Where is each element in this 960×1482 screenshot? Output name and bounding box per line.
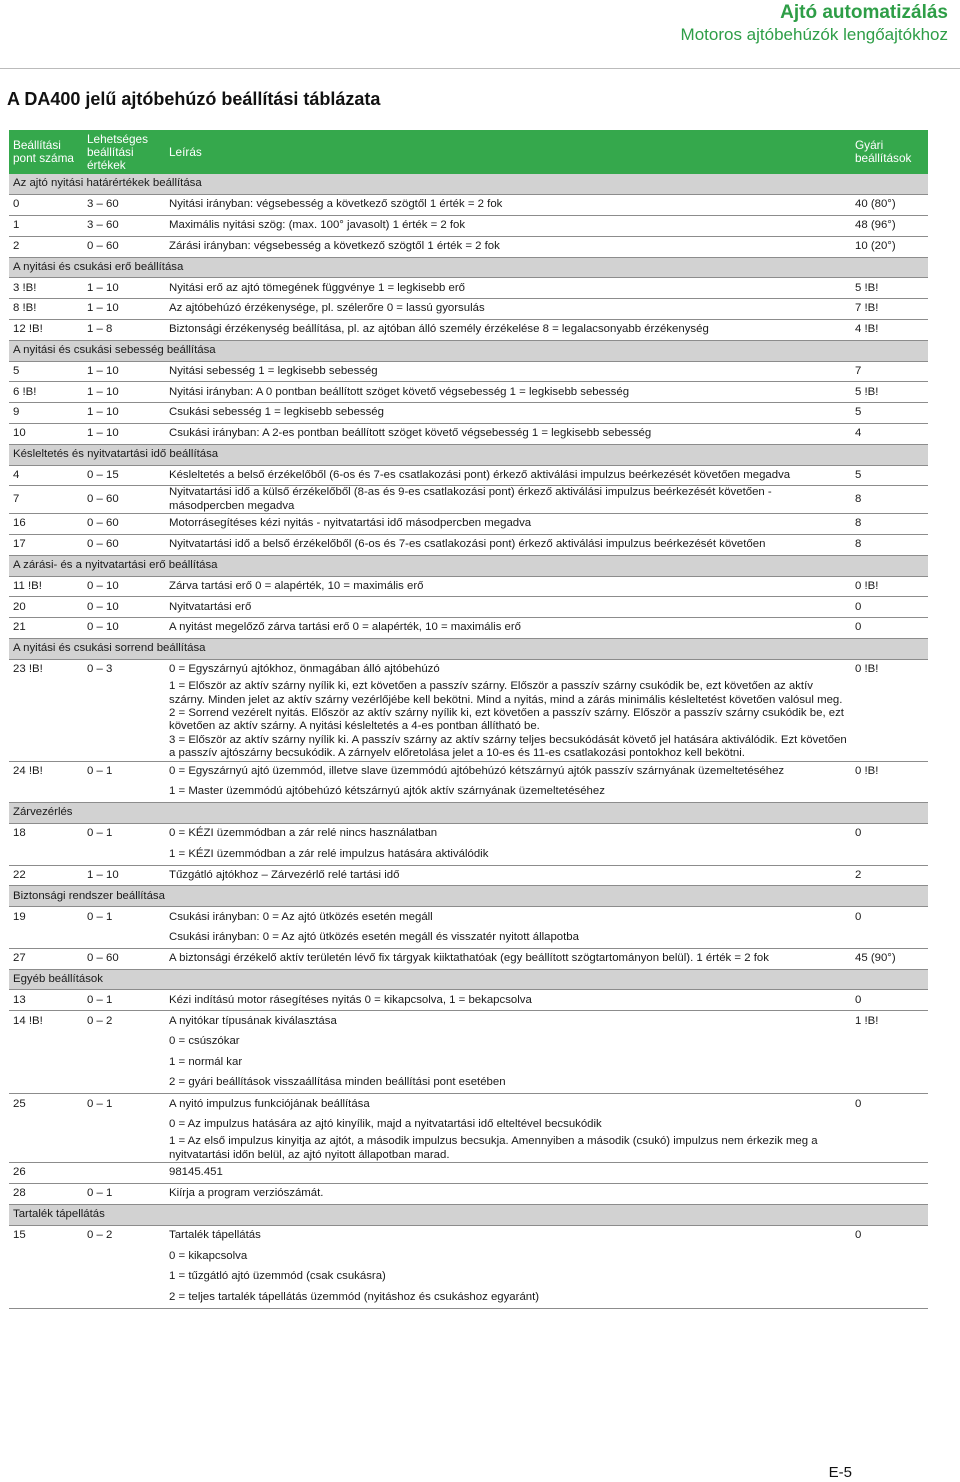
table-subrow <box>9 1073 928 1094</box>
cell-values <box>83 1163 165 1184</box>
cell-description: Csukási irányban: 0 = Az ajtó ütközés esetén megáll <box>169 910 433 923</box>
cell-values: 1 – 10 <box>83 403 165 424</box>
table-row <box>9 823 928 844</box>
cell-point-number: 10 <box>9 424 83 445</box>
cell-empty <box>9 1115 83 1136</box>
cell-description: Csukási sebesség 1 = legkisebb sebesség <box>165 403 851 424</box>
table-row <box>9 659 928 680</box>
cell-default <box>851 1184 928 1205</box>
cell-description: Maximális nyitási szög: (max. 100° javasolt) 1 érték = 2 fok <box>165 216 851 237</box>
cell-description-option: 0 = kikapcsolva <box>169 1249 248 1262</box>
section-title: Zárvezérlés <box>9 803 928 824</box>
cell-values: 0 – 15 <box>83 465 165 486</box>
cell-description: A nyitó impulzus funkciójának beállítása <box>169 1097 370 1110</box>
cell-values: 0 – 60 <box>83 948 165 969</box>
cell-point-number: 1 <box>9 216 83 237</box>
cell-description: Biztonsági érzékenység beállítása, pl. az ajtóban álló személy érzékelése 8 = legalacsonyabb érzékenység <box>165 320 851 341</box>
cell-default: 0 !B! <box>855 663 879 676</box>
cell-default: 7 !B! <box>851 299 928 320</box>
cell-values: 0 – 1 <box>87 910 113 923</box>
table-row <box>9 382 928 403</box>
cell-default: 2 <box>851 865 928 886</box>
cell-description: Nyitvatartási erő <box>165 597 851 618</box>
cell-empty <box>9 844 83 865</box>
cell-empty <box>9 1031 83 1052</box>
table-row <box>9 990 928 1011</box>
table-row <box>9 320 928 341</box>
cell-empty <box>83 1031 165 1052</box>
cell-point-number: 24 !B! <box>13 765 43 778</box>
cell-point-number: 21 <box>9 618 83 639</box>
cell-description: Motorrásegítéses kézi nyitás - nyitvatartási idő másodpercben megadva <box>165 514 851 535</box>
cell-values: 0 – 2 <box>87 1014 113 1027</box>
table-subrow <box>9 844 928 865</box>
cell-default: 10 (20°) <box>851 236 928 257</box>
cell-values: 1 – 10 <box>83 865 165 886</box>
page-header <box>681 2 948 45</box>
cell-default: 0 <box>851 990 928 1011</box>
cell-empty <box>851 1073 928 1094</box>
cell-default: 5 <box>851 465 928 486</box>
section-header-row <box>9 803 928 824</box>
cell-point-number: 2 <box>9 236 83 257</box>
cell-description-option: 2 = teljes tartalék tápellátás üzemmód (nyitáshoz és csukáshoz egyaránt) <box>165 1288 851 1309</box>
cell-default: 5 !B! <box>851 278 928 299</box>
table-row <box>9 299 928 320</box>
cell-point-number: 17 <box>9 535 83 556</box>
cell-values: 0 – 1 <box>87 1097 113 1110</box>
table-subrow <box>9 734 928 761</box>
section-title: A zárási- és a nyitvatartási erő beállítása <box>9 555 928 576</box>
cell-empty <box>851 1246 928 1267</box>
cell-point-number: 18 <box>13 827 26 840</box>
cell-empty <box>83 1267 165 1288</box>
cell-values: 0 – 60 <box>83 236 165 257</box>
cell-default: 8 <box>851 486 928 514</box>
table-row <box>9 1011 928 1032</box>
cell-description-option: 0 = csúszókar <box>169 1035 240 1048</box>
cell-point-number: 5 <box>9 361 83 382</box>
cell-empty <box>9 707 83 734</box>
cell-default <box>851 1163 928 1184</box>
header-subtitle: Motoros ajtóbehúzók lengőajtókhoz <box>680 25 948 44</box>
cell-values: 0 – 10 <box>83 597 165 618</box>
section-title: Biztonsági rendszer beállítása <box>9 886 928 907</box>
cell-description: Tűzgátló ajtókhoz – Zárvezérlő relé tartási idő <box>165 865 851 886</box>
cell-description: 0 = Egyszárnyú ajtó üzemmód, illetve slave üzemmódú ajtóbehúzó kétszárnyú ajtók passzív szárnyának üzemeltetéséhez <box>169 765 785 778</box>
cell-description: Nyitási irányban: A 0 pontban beállított szöget követő végsebesség 1 = legkisebb sebesség <box>165 382 851 403</box>
cell-empty <box>9 1052 83 1073</box>
section-header-row <box>9 555 928 576</box>
table-row <box>9 1163 928 1184</box>
table-body <box>9 174 928 1308</box>
cell-description: Nyitvatartási idő a külső érzékelőből (8-as és 9-es csatlakozási pont) érkező aktiválási impulzus beérkezését követően - másodpercben megadva <box>165 486 851 514</box>
section-title: Tartalék tápellátás <box>9 1204 928 1225</box>
cell-empty <box>83 1073 165 1094</box>
cell-values: 0 – 10 <box>83 576 165 597</box>
cell-empty <box>9 1135 83 1162</box>
cell-empty <box>83 1115 165 1136</box>
cell-point-number: 19 <box>13 910 26 923</box>
table-row <box>9 278 928 299</box>
cell-description: A nyitókar típusának kiválasztása <box>169 1014 337 1027</box>
section-title: A nyitási és csukási sebesség beállítása <box>9 340 928 361</box>
cell-default: 5 !B! <box>851 382 928 403</box>
cell-default: 48 (96°) <box>851 216 928 237</box>
cell-empty <box>83 782 165 803</box>
table-row <box>9 597 928 618</box>
cell-empty <box>83 1052 165 1073</box>
cell-point-number: 6 !B! <box>9 382 83 403</box>
cell-empty <box>83 680 165 707</box>
cell-empty <box>851 734 928 761</box>
table-row <box>9 216 928 237</box>
table-row <box>9 1225 928 1246</box>
cell-description: 0 = KÉZI üzemmódban a zár relé nincs használatban <box>169 827 438 840</box>
cell-description: Kézi indítású motor rásegítéses nyitás 0 = kikapcsolva, 1 = bekapcsolva <box>165 990 851 1011</box>
cell-default: 8 <box>851 514 928 535</box>
cell-empty <box>851 927 928 948</box>
table-subrow <box>9 1135 928 1162</box>
section-header-row <box>9 969 928 990</box>
cell-values: 1 – 10 <box>83 361 165 382</box>
cell-empty <box>83 1288 165 1309</box>
cell-description: 0 = Egyszárnyú ajtókhoz, önmagában álló ajtóbehúzó <box>169 663 440 676</box>
page-title: A DA400 jelű ajtóbehúzó beállítási táblázata <box>7 89 381 109</box>
cell-description-option: Csukási irányban: 0 = Az ajtó ütközés esetén megáll és visszatér nyitott állapotba <box>165 927 851 948</box>
cell-default: 1 !B! <box>855 1014 879 1027</box>
cell-point-number: 9 <box>9 403 83 424</box>
cell-point-number: 3 !B! <box>9 278 83 299</box>
cell-empty <box>83 1246 165 1267</box>
cell-description-option: 0 = Az impulzus hatására az ajtó kinyílik, majd a nyitvatartási idő elteltével becsukódik <box>169 1118 602 1131</box>
cell-description: Csukási irányban: A 2-es pontban beállított szöget követő végsebesség 1 = legkisebb sebesség <box>165 424 851 445</box>
cell-empty <box>83 734 165 761</box>
table-row <box>9 465 928 486</box>
cell-default: 0 <box>855 827 862 840</box>
cell-empty <box>851 1135 928 1162</box>
cell-description-option: 1 = KÉZI üzemmódban a zár relé impulzus hatására aktiválódik <box>165 844 851 865</box>
cell-empty <box>9 1288 83 1309</box>
table-row <box>9 195 928 216</box>
table-row <box>9 424 928 445</box>
table-row <box>9 403 928 424</box>
cell-empty <box>851 707 928 734</box>
section-title: Késleltetés és nyitvatartási idő beállítása <box>9 444 928 465</box>
header-point-number: Beállítási pont száma <box>9 130 83 174</box>
table-row <box>9 1094 928 1115</box>
table-row <box>9 618 928 639</box>
table-subrow <box>9 707 928 734</box>
cell-empty <box>851 782 928 803</box>
cell-description: Zárva tartási erő 0 = alapérték, 10 = maximális erő <box>165 576 851 597</box>
cell-point-number: 25 <box>13 1097 26 1110</box>
cell-point-number: 11 !B! <box>9 576 83 597</box>
cell-values: 0 – 1 <box>87 827 113 840</box>
cell-values: 3 – 60 <box>83 216 165 237</box>
cell-point-number: 27 <box>9 948 83 969</box>
cell-default: 7 <box>851 361 928 382</box>
table-row <box>9 907 928 928</box>
cell-values: 0 – 60 <box>83 514 165 535</box>
cell-description: Nyitvatartási idő a belső érzékelőből (6-os és 7-es csatlakozási pont) érkező aktiválási impulzus beérkezését követően <box>165 535 851 556</box>
cell-description-option: 1 = normál kar <box>169 1055 243 1068</box>
cell-description: Nyitási sebesség 1 = legkisebb sebesség <box>165 361 851 382</box>
header-description: Leírás <box>165 130 851 174</box>
cell-point-number: 7 <box>9 486 83 514</box>
cell-description: Nyitási irányban: végsebesség a következő szögtől 1 érték = 2 fok <box>165 195 851 216</box>
cell-empty <box>83 1135 165 1162</box>
section-header-row <box>9 886 928 907</box>
cell-empty <box>851 1052 928 1073</box>
section-header-row <box>9 174 928 195</box>
header-title: Ajtó automatizálás <box>780 2 948 23</box>
cell-values: 0 – 2 <box>87 1229 113 1242</box>
section-header-row <box>9 257 928 278</box>
cell-empty <box>851 1267 928 1288</box>
cell-empty <box>851 1288 928 1309</box>
cell-default: 0 <box>851 618 928 639</box>
cell-empty <box>9 734 83 761</box>
table-subrow <box>9 782 928 803</box>
cell-description: Késleltetés a belső érzékelőből (6-os és 7-es csatlakozási pont) érkező aktiválási impulzus beérkezését követően megadva <box>165 465 851 486</box>
cell-default: 0 !B! <box>855 765 879 778</box>
cell-point-number: 14 !B! <box>13 1014 43 1027</box>
cell-values: 1 – 10 <box>83 278 165 299</box>
cell-empty <box>83 707 165 734</box>
cell-values: 0 – 1 <box>87 765 113 778</box>
cell-description-option: 1 = Az első impulzus kinyitja az ajtót, a második impulzus becsukja. Amennyiben a második (csukó) impulzus nem érkezik meg a nyitvatartási időn belül, az ajtó nyitott állapotban marad. <box>165 1135 851 1162</box>
table-row <box>9 535 928 556</box>
cell-default: 5 <box>851 403 928 424</box>
cell-description-option: 1 = Először az aktív szárny nyílik ki, ezt követően a passzív szárny. Először a passzív szárny csukódik be, ezt követően az aktív szárny. Minden jelet az aktív szárny vezérlőjébe kell bekötni. Mind a nyitás, mind a zárás minimális késleltetést követően valósul meg. <box>169 680 843 706</box>
table-row <box>9 948 928 969</box>
table-row <box>9 1184 928 1205</box>
cell-empty <box>9 782 83 803</box>
header-factory-default: Gyári beállítások <box>851 130 928 174</box>
cell-values: 1 – 10 <box>83 299 165 320</box>
cell-point-number: 4 <box>9 465 83 486</box>
cell-description-option: 2 = Sorrend vezérelt nyitás. Először az aktív szárny nyílik ki, ezt követően a passzív szárny. Először a passzív szárny csukódik be, ezt követően az aktív szárny. A nyitási késleltetés a 4-es pontban állítható be. <box>169 706 844 733</box>
table-subrow <box>9 1115 928 1136</box>
cell-default: 45 (90°) <box>851 948 928 969</box>
table-row <box>9 514 928 535</box>
cell-empty <box>851 844 928 865</box>
cell-description-option: 3 = Először az aktív szárny nyílik ki. A passzív szárny az aktív szárny teljes becsukódását követő jel hatására aktiválódik. Ezt követően a passzív ajtószárny becsukódik. A zárnyelv előretolása jelet a 10-es és 11-es csatlakozási pontokhoz kell bekötni. <box>165 734 851 761</box>
cell-description: Az ajtóbehúzó érzékenysége, pl. szélerőre 0 = lassú gyorsulás <box>165 299 851 320</box>
cell-point-number: 12 !B! <box>9 320 83 341</box>
section-header-row <box>9 340 928 361</box>
cell-point-number: 20 <box>9 597 83 618</box>
cell-description: Nyitási erő az ajtó tömegének függvénye 1 = legkisebb erő <box>165 278 851 299</box>
cell-empty <box>9 680 83 707</box>
cell-empty <box>851 1115 928 1136</box>
cell-empty <box>851 1031 928 1052</box>
cell-description: A nyitást megelőző zárva tartási erő 0 = alapérték, 10 = maximális erő <box>165 618 851 639</box>
cell-empty <box>9 1267 83 1288</box>
cell-default: 0 <box>855 910 862 923</box>
table-subrow <box>9 680 928 707</box>
cell-values: 1 – 10 <box>83 382 165 403</box>
table-subrow <box>9 1288 928 1309</box>
table-subrow <box>9 927 928 948</box>
cell-values: 0 – 60 <box>83 535 165 556</box>
cell-description: A biztonsági érzékelő aktív területén lévő fix tárgyak kiiktathatóak (egy beállított szögtartományon belül). 1 érték = 2 fok <box>165 948 851 969</box>
table-header-row <box>9 130 928 174</box>
table-row <box>9 361 928 382</box>
cell-description: Zárási irányban: végsebesség a következő szögtől 1 érték = 2 fok <box>165 236 851 257</box>
cell-values: 0 – 10 <box>83 618 165 639</box>
cell-default: 40 (80°) <box>851 195 928 216</box>
section-header-row <box>9 444 928 465</box>
cell-default: 4 !B! <box>851 320 928 341</box>
cell-description-option: 2 = gyári beállítások visszaállítása minden beállítási pont esetében <box>165 1073 851 1094</box>
table-row <box>9 486 928 514</box>
header-possible-values: Lehetséges beállítási értékek <box>83 130 165 174</box>
table-subrow <box>9 1267 928 1288</box>
cell-description-option: 1 = Master üzemmódú ajtóbehúzó kétszárnyú ajtók aktív szárnyának üzemeltetéséhez <box>165 782 851 803</box>
cell-description-option: 1 = tűzgátló ajtó üzemmód (csak csukásra) <box>169 1270 386 1283</box>
cell-point-number: 8 !B! <box>9 299 83 320</box>
cell-default: 4 <box>851 424 928 445</box>
page-number: E-5 <box>828 1464 852 1481</box>
cell-empty <box>83 927 165 948</box>
cell-empty <box>9 1073 83 1094</box>
cell-values: 0 – 60 <box>83 486 165 514</box>
table-row <box>9 576 928 597</box>
section-title: Az ajtó nyitási határértékek beállítása <box>9 174 928 195</box>
cell-point-number: 23 !B! <box>13 663 43 676</box>
cell-values: 1 – 10 <box>83 424 165 445</box>
cell-empty <box>83 844 165 865</box>
table-subrow <box>9 1246 928 1267</box>
table-subrow <box>9 1052 928 1073</box>
table-subrow <box>9 1031 928 1052</box>
section-title: A nyitási és csukási erő beállítása <box>9 257 928 278</box>
cell-values: 0 – 1 <box>83 1184 165 1205</box>
cell-empty <box>9 927 83 948</box>
section-header-row <box>9 639 928 660</box>
cell-default: 0 <box>855 1229 862 1242</box>
cell-default: 0 <box>851 597 928 618</box>
cell-description: 98145.451 <box>165 1163 851 1184</box>
section-title: Egyéb beállítások <box>9 969 928 990</box>
cell-description: Tartalék tápellátás <box>169 1229 261 1242</box>
cell-point-number: 16 <box>9 514 83 535</box>
cell-values: 0 – 3 <box>87 663 113 676</box>
cell-empty <box>9 1246 83 1267</box>
cell-point-number: 13 <box>9 990 83 1011</box>
cell-point-number: 15 <box>13 1229 26 1242</box>
cell-empty <box>851 680 928 707</box>
cell-point-number: 0 <box>9 195 83 216</box>
table-row <box>9 236 928 257</box>
cell-values: 0 – 1 <box>83 990 165 1011</box>
cell-values: 3 – 60 <box>83 195 165 216</box>
cell-point-number: 26 <box>9 1163 83 1184</box>
section-title: A nyitási és csukási sorrend beállítása <box>9 639 928 660</box>
cell-point-number: 22 <box>9 865 83 886</box>
cell-values: 1 – 8 <box>83 320 165 341</box>
cell-description: Kiírja a program verziószámát. <box>165 1184 851 1205</box>
cell-default: 8 <box>851 535 928 556</box>
header-divider <box>0 68 960 69</box>
table-row <box>9 761 928 782</box>
cell-default: 0 <box>855 1097 862 1110</box>
table-row <box>9 865 928 886</box>
cell-point-number: 28 <box>9 1184 83 1205</box>
cell-default: 0 !B! <box>851 576 928 597</box>
section-header-row <box>9 1204 928 1225</box>
settings-table <box>9 130 928 1309</box>
